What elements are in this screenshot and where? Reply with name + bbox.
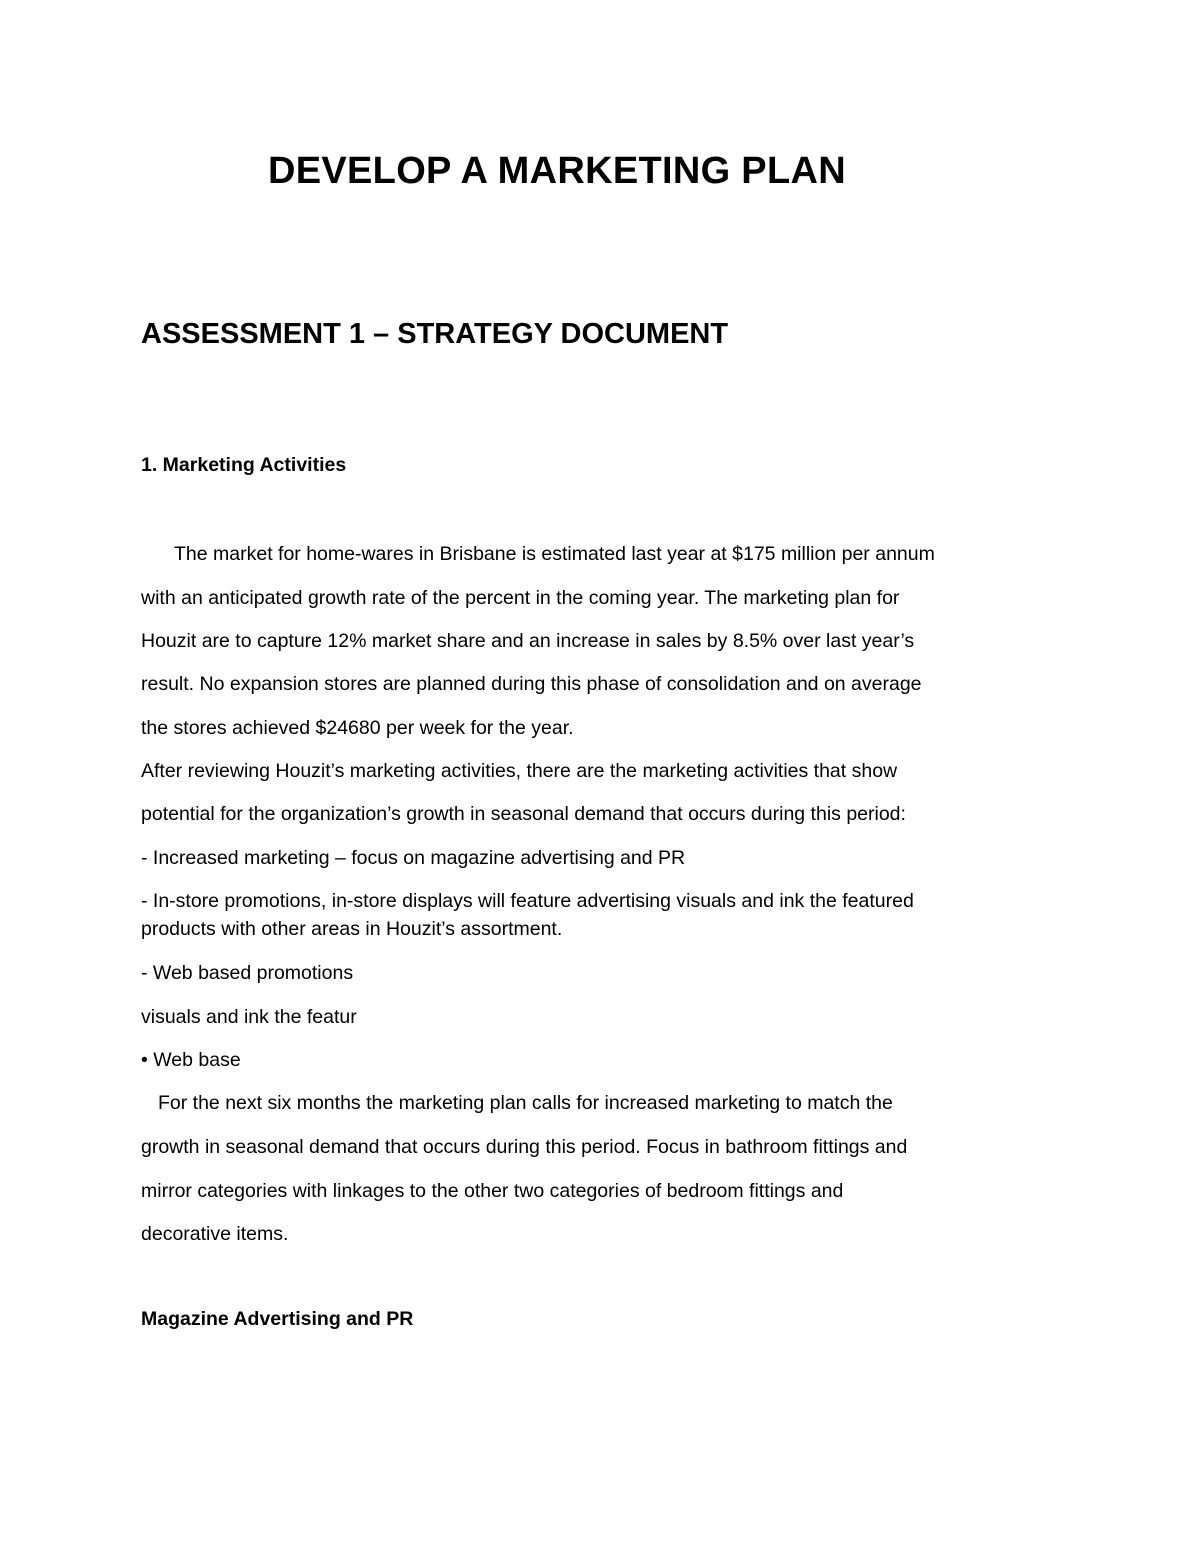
section-heading-marketing-activities: 1. Marketing Activities — [141, 454, 347, 476]
paragraph-line: with an anticipated growth rate of the percent in the coming year. The marketing plan for — [141, 587, 900, 609]
list-item-continuation: products with other areas in Houzit’s assortment. — [141, 918, 563, 940]
document-title: DEVELOP A MARKETING PLAN — [268, 150, 846, 192]
paragraph-line: mirror categories with linkages to the other two categories of bedroom fittings and — [141, 1180, 844, 1202]
paragraph-line: growth in seasonal demand that occurs during this period. Focus in bathroom fittings and — [141, 1136, 908, 1158]
paragraph-line: For the next six months the marketing plan calls for increased marketing to match the — [158, 1092, 893, 1114]
document-subtitle: ASSESSMENT 1 – STRATEGY DOCUMENT — [141, 318, 729, 350]
paragraph-line: The market for home-wares in Brisbane is estimated last year at $175 million per annum — [174, 543, 935, 565]
paragraph-line: potential for the organization’s growth in seasonal demand that occurs during this period: — [141, 803, 906, 825]
bullet-item: • Web base — [141, 1049, 241, 1071]
list-item-fragment: visuals and ink the featur — [141, 1006, 357, 1028]
paragraph-line: After reviewing Houzit’s marketing activities, there are the marketing activities that show — [141, 760, 898, 782]
list-item: - In-store promotions, in-store displays will feature advertising visuals and ink the featured — [141, 890, 914, 912]
section-heading-magazine-advertising: Magazine Advertising and PR — [141, 1308, 414, 1330]
paragraph-line: decorative items. — [141, 1223, 289, 1245]
paragraph-line: result. No expansion stores are planned during this phase of consolidation and on average — [141, 673, 922, 695]
list-item: - Web based promotions — [141, 962, 354, 984]
list-item: - Increased marketing – focus on magazine advertising and PR — [141, 847, 686, 869]
paragraph-line: Houzit are to capture 12% market share and an increase in sales by 8.5% over last year’s — [141, 630, 915, 652]
paragraph-line: the stores achieved $24680 per week for the year. — [141, 717, 574, 739]
